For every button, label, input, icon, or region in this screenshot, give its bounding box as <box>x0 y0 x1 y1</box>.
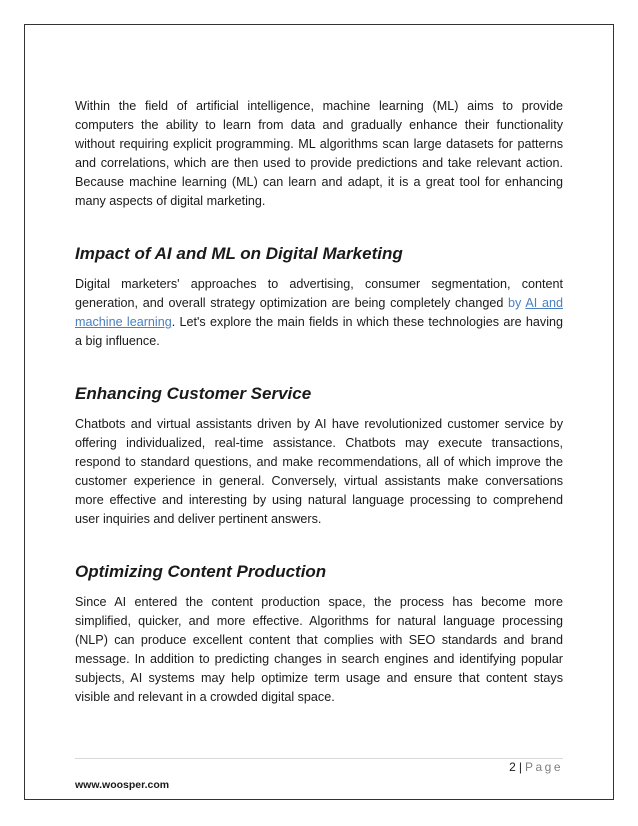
page-number-separator: | <box>518 760 522 774</box>
website-url: www.woosper.com <box>75 779 170 791</box>
footer-divider <box>75 758 563 759</box>
heading-content-production: Optimizing Content Production <box>75 562 327 581</box>
ai-ml-link[interactable]: AI and machine learning <box>75 296 563 329</box>
impact-text-end: . Let's explore the main fields in which these technologies are having a big influence. <box>75 315 563 348</box>
content-production-paragraph: Since AI entered the content production space, the process has become more simplified, quicker, and more effective. Algorithms for natural language processing (NLP) can produce excellent content that complies with SEO standards and brand message. In addition to predicting changes in search engines and identifying popular subjects, AI systems may help optimize term usage and ensure that content stays visible and relevant in a crowded digital space. <box>75 595 563 704</box>
document-body <box>75 97 563 707</box>
intro-paragraph: Within the field of artificial intelligence, machine learning (ML) aims to provide computers the ability to learn from data and gradually enhance their functionality without requiring explicit programming. ML algorithms scan large datasets for patterns and correlations, which are then used to provide predictions and take relevant action. Because machine learning (ML) can learn and adapt, it is a great tool for enhancing many aspects of digital marketing. <box>75 99 563 208</box>
impact-text-start: Digital marketers' approaches to advertising, consumer segmentation, content generation, and overall strategy optimization are being completely changed <box>75 277 563 310</box>
impact-paragraph <box>75 275 563 351</box>
heading-impact: Impact of AI and ML on Digital Marketing <box>75 244 403 263</box>
page-number <box>509 760 563 774</box>
page-number-value: 2 <box>509 760 516 774</box>
customer-service-paragraph: Chatbots and virtual assistants driven by AI have revolutionized customer service by offering individualized, real-time assistance. Chatbots may execute transactions, respond to standard questions, and make recommendations, all of which improve the customer experience in general. Conversely, virtual assistants make conversations more effective and interesting by using natural language processing to comprehend user inquiries and deliver pertinent answers. <box>75 417 563 526</box>
heading-customer-service: Enhancing Customer Service <box>75 384 312 403</box>
page-label: Page <box>524 760 563 774</box>
impact-link-prefix: by <box>508 296 526 310</box>
